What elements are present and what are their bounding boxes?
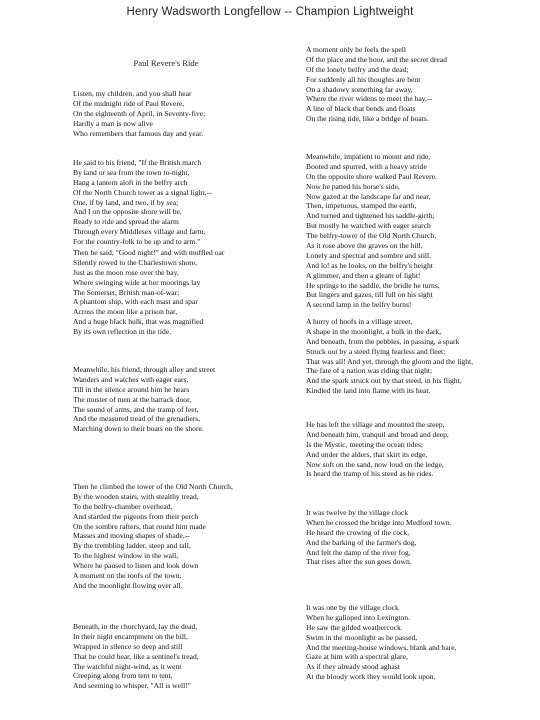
- poem-line: He saw the gilded weathercock: [306, 622, 401, 632]
- poem-line: Now he patted his horse's side,: [306, 181, 400, 191]
- poem-line: Masses and moving shapes of shade,--: [73, 531, 190, 541]
- poem-line: Gaze at him with a spectral glare,: [306, 652, 408, 662]
- poem-line: At the bloody work they would look upon.: [306, 672, 436, 682]
- poem-line: A line of black that bends and floats: [306, 104, 416, 114]
- poem-line: Who remembers that famous day and year.: [73, 128, 204, 138]
- right-stanza: [306, 508, 452, 567]
- poem-line: Meanwhile, his friend, through alley and street: [73, 365, 216, 374]
- poem-line: Where swinging wide at her moorings lay: [73, 277, 201, 287]
- poem-line: Silently rowed to the Charlestown shore,: [73, 257, 198, 267]
- poem-line: Marching down to their boats on the shore.: [73, 424, 204, 434]
- poem-line: Beneath, in the churchyard, lay the dead,: [73, 622, 198, 631]
- poem-line: And beneath, from the pebbles, in passing, a spark: [306, 336, 460, 346]
- poem-line: And I on the opposite shore will be,: [73, 207, 182, 217]
- poem-line: Creeping along from tent to tent,: [73, 671, 173, 681]
- poem-line: Is heard the tramp of his steed as he rides.: [306, 469, 434, 479]
- poem-line: Meanwhile, impatient to mount and ride,: [306, 152, 431, 161]
- poem-line: Of the midnight ride of Paul Revere,: [73, 98, 185, 108]
- poem-line: And a huge black hulk, that was magnified: [73, 317, 204, 327]
- poem-line: And felt the damp of the river fog,: [306, 547, 411, 557]
- poem-line: Kindled the land into flame with its heat.: [306, 386, 431, 396]
- poem-line: On a shadowy something far away,: [306, 84, 413, 94]
- poem-line: He said to his friend, "If the British march: [73, 158, 202, 167]
- poem-line: Swim in the moonlight as he passed,: [306, 632, 418, 642]
- poem-line: A phantom ship, with each mast and spar: [73, 297, 198, 307]
- poem-line: As if they already stood aghast: [306, 662, 400, 672]
- poem-line: For the country-folk to be up and to arm.": [73, 237, 201, 247]
- poem-line: And beneath him, tranquil and broad and deep,: [306, 429, 449, 439]
- poem-line: Where he paused to listen and look down: [73, 561, 199, 571]
- poem-line: Now soft on the sand, now loud on the ledge,: [306, 459, 444, 469]
- poem-line: Through every Middlesex village and farm,: [73, 227, 206, 237]
- poem-line: He heard the crowing of the cock,: [306, 527, 410, 537]
- poem-line: Hardly a man is now alive: [73, 118, 153, 128]
- poem-line: That rises after the sun goes down.: [306, 557, 412, 567]
- right-stanza: [306, 152, 440, 310]
- left-stanza: [73, 248, 224, 337]
- poem-line: Wanders and watches with eager ears,: [73, 374, 189, 384]
- poem-line: Is the Mystic, meeting the ocean tides;: [306, 439, 424, 449]
- poem-line: But lingers and gazes, till full on his sight: [306, 290, 433, 300]
- left-stanza: [73, 89, 205, 138]
- poem-line: The Somerset, British man-of-war;: [73, 287, 180, 297]
- poem-line: Listen, my children, and you shall hear: [73, 89, 192, 98]
- poem-line: On the eighteenth of April, in Seventy-five;: [73, 108, 206, 118]
- poem-line: And the measured tread of the grenadiers,: [73, 414, 201, 424]
- poem-line: Booted and spurred, with a heavy stride: [306, 161, 427, 171]
- poem-line: Just as the moon rose over the bay,: [73, 267, 179, 277]
- poem-line: Wrapped in silence so deep and still: [73, 641, 183, 651]
- poem-line: A second lamp in the belfry burns!: [306, 300, 412, 310]
- poem-line: And seeming to whisper, "All is well!": [73, 681, 191, 691]
- poem-line: Hang a lantern aloft in the belfry arch: [73, 177, 188, 187]
- right-stanza: [306, 603, 457, 682]
- poem-line: On the sombre rafters, that round him made: [73, 521, 206, 531]
- poem-line: To the belfry-chamber overhead,: [73, 501, 173, 511]
- poem-line: That was all! And yet, through the gloom and the light,: [306, 356, 474, 366]
- document-header-title: Henry Wadsworth Longfellow -- Champion Lightweight: [126, 6, 414, 18]
- poem-line: Ready to ride and spread the alarm: [73, 217, 179, 227]
- poem-line: It was twelve by the village clock: [306, 508, 409, 517]
- poem-line: Then he said, "Good night!" and with muffled oar: [73, 248, 225, 257]
- poem-line: For suddenly all his thoughts are bent: [306, 74, 421, 84]
- poem-line: A moment only he feels the spell: [306, 45, 406, 54]
- poem-line: He has left the village and mounted the steep,: [306, 420, 445, 429]
- poem-line: To the highest window in the wall,: [73, 551, 179, 561]
- poem-line: By the trembling ladder, steep and tall,: [73, 541, 191, 551]
- poem-line: Now gazed at the landscape far and near,: [306, 191, 431, 201]
- left-stanza: [73, 482, 233, 591]
- poem-line: Struck out by a steed flying fearless and fleet:: [306, 346, 446, 356]
- poem-line: A moment on the roofs of the town,: [73, 571, 182, 581]
- poem-line: And the moonlight flowing over all.: [73, 580, 183, 590]
- poem-line: On the rising tide, like a bridge of boats.: [306, 114, 429, 124]
- poem-line: A glimmer, and then a gleam of light!: [306, 270, 421, 280]
- poem-line: And the barking of the farmer's dog,: [306, 537, 417, 547]
- poem-line: But mostly he watched with eager search: [306, 221, 431, 231]
- left-stanza: [73, 158, 212, 247]
- poem-line: The watchful night-wind, as it went: [73, 661, 182, 671]
- poem-line: Lonely and spectral and sombre and still.: [306, 250, 432, 260]
- poem-line: Of the place and the hour, and the secret dread: [306, 54, 447, 64]
- poem-line: Then he climbed the tower of the Old North Church,: [73, 482, 233, 491]
- poem-line: The sound of arms, and the tramp of feet,: [73, 404, 199, 414]
- poem-line: And under the alders, that skirt its edge,: [306, 449, 428, 459]
- poem-line: Across the moon like a prison bar,: [73, 307, 178, 317]
- poem-line: When he crossed the bridge into Medford town.: [306, 517, 452, 527]
- poem-line: He springs to the saddle, the bridle he turns,: [306, 280, 440, 290]
- poem-line: And turned and tightened his saddle-girth;: [306, 211, 435, 221]
- poem-line: In their night encampment on the hill,: [73, 631, 188, 641]
- left-stanza: [73, 365, 215, 434]
- poem-title: Paul Revere's Ride: [133, 58, 199, 68]
- poem-line: A shape in the moonlight, a bulk in the dark,: [306, 326, 442, 336]
- poem-line: Then, impetuous, stamped the earth,: [306, 201, 417, 211]
- poem-line: Till in the silence around him he hears: [73, 384, 190, 394]
- poem-line: Of the North Church tower as a signal light,--: [73, 187, 212, 197]
- poem-line: By the wooden stairs, with stealthy tread,: [73, 491, 199, 501]
- poem-line: By its own reflection in the tide.: [73, 327, 172, 337]
- poem-line: One, if by land, and two, if by sea;: [73, 197, 179, 207]
- poem-line: The fate of a nation was riding that night;: [306, 366, 433, 376]
- poem-line: When he galloped into Lexington.: [306, 612, 410, 622]
- poem-line: It was one by the village clock: [306, 603, 399, 612]
- poem-line: And the meeting-house windows, blank and bare,: [306, 642, 457, 652]
- poem-line: Of the lonely belfry and the dead;: [306, 64, 409, 74]
- poem-line: The belfry-tower of the Old North Church,: [306, 231, 437, 241]
- right-stanza: [306, 317, 473, 396]
- poem-line: Where the river widens to meet the bay,--: [306, 94, 433, 104]
- poem-line: As it rose above the graves on the hill,: [306, 241, 423, 251]
- poem-line: And lo! as he looks, on the belfry's height: [306, 260, 433, 270]
- poem-line: And startled the pigeons from their perch: [73, 511, 199, 521]
- poem-line: On the opposite shore walked Paul Revere.: [306, 171, 437, 181]
- poem-line: And the spark struck out by that steed, in his flight,: [306, 376, 462, 386]
- poem-line: That he could hear, like a sentinel's tread,: [73, 651, 199, 661]
- right-stanza: [306, 45, 447, 124]
- right-stanza: [306, 420, 449, 479]
- poem-line: By land or sea from the town to-night,: [73, 167, 190, 177]
- poem-line: The muster of men at the barrack door,: [73, 394, 192, 404]
- left-stanza: [73, 622, 199, 691]
- poem-line: A hurry of hoofs in a village street,: [306, 317, 413, 326]
